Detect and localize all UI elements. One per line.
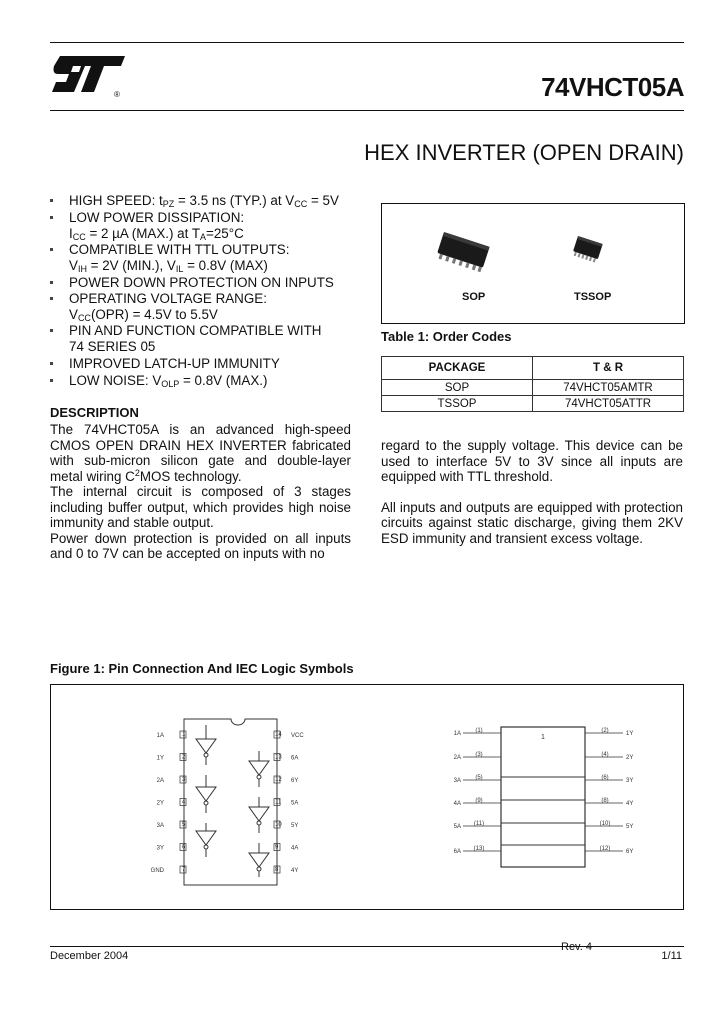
feature-line: $V_{CC}(OPR) = 4.5V$ to 5.5V: [69, 307, 218, 323]
feature-line: PIN AND FUNCTION COMPATIBLE WITH: [69, 323, 322, 338]
iec-output-number: (2): [601, 728, 609, 734]
pin-number-right: 10: [275, 822, 282, 828]
description-paragraph: Power down protection is provided on all inputs and 0 to 7V can be accepted on inputs with no: [50, 530, 351, 561]
description-paragraph: regard to the supply voltage. This device can be used to interface 5V to 3V since all inputs are equipped with TTL threshold.: [381, 438, 683, 484]
bullet-icon: [50, 248, 53, 251]
iec-output-number: (6): [601, 775, 609, 781]
bullet-icon: [50, 281, 53, 284]
pin-label-right: 6A: [291, 755, 299, 762]
order-table-caption: Table 1: Order Codes: [381, 329, 512, 344]
page-number: 1/11: [661, 950, 682, 962]
pin-number-right: 13: [275, 754, 282, 761]
pin-label-left: 1A: [156, 733, 164, 739]
pin-number-right: 9: [275, 844, 279, 851]
pin-number-right: 14: [275, 732, 282, 738]
bullet-icon: [50, 297, 53, 300]
figure-box: [50, 684, 684, 910]
feature-item: [50, 210, 360, 242]
header-rule: [50, 110, 684, 111]
pin-number-right: 8: [275, 867, 279, 873]
pin-number-left: 1: [182, 732, 186, 738]
feature-item: [50, 291, 360, 323]
feature-item: [50, 275, 360, 291]
iec-input-number: (3): [475, 752, 483, 758]
pin-label-left: 3A: [156, 823, 164, 829]
page-title: HEX INVERTER (OPEN DRAIN): [364, 140, 684, 165]
pin-label-left: 2A: [156, 778, 164, 784]
iec-input-label: 3A: [453, 778, 461, 784]
description-left-column: [50, 422, 351, 562]
table-header-row: [382, 357, 684, 380]
iec-output-label: 6Y: [626, 849, 634, 855]
iec-input-number: (11): [473, 821, 485, 827]
pin-label-left: 1Y: [156, 755, 164, 762]
pin-label-left: GND: [150, 868, 164, 874]
feature-line: HIGH SPEED: $t_{PZ} = 3.5$ ns (TYP.) at $V_{CC} = 5V$: [69, 193, 339, 209]
feature-item: [50, 356, 360, 372]
table-row: [382, 380, 684, 396]
table-cell: 74VHCT05ATTR: [533, 396, 684, 412]
order-codes-table: [381, 356, 684, 412]
iec-input-number: (9): [475, 798, 483, 804]
description-paragraph: The 74VHCT05A is an advanced high-speed CMOS OPEN DRAIN HEX INVERTER fabricated with sub-micron silicon gate and double-layer metal wiring $C^2MOS$ technology.: [50, 422, 351, 484]
table-header-cell: PACKAGE: [382, 357, 533, 380]
table-row: [382, 396, 684, 412]
iec-output-label: 3Y: [626, 778, 634, 784]
pin-label-left: 2Y: [156, 800, 164, 807]
pin-number-right: 11: [275, 799, 282, 806]
feature-line: POWER DOWN PROTECTION ON INPUTS: [69, 275, 334, 290]
iec-input-label: 2A: [453, 755, 461, 761]
sop-chip-icon: [436, 232, 490, 273]
pin-label-right: 6Y: [291, 778, 299, 784]
iec-input-number: (5): [475, 775, 483, 781]
footer-date: December 2004: [50, 950, 129, 962]
bullet-icon: [50, 199, 53, 202]
pin-number-left: 3: [182, 777, 186, 783]
pin-label-right: 5A: [291, 800, 299, 807]
iec-output-label: 4Y: [626, 801, 634, 807]
feature-item: [50, 242, 360, 274]
iec-output-label: 1Y: [626, 731, 634, 737]
description-right-column: [381, 438, 683, 546]
feature-item: [50, 323, 360, 355]
pin-number-left: 2: [182, 754, 186, 761]
table-cell: 74VHCT05AMTR: [533, 380, 684, 396]
bullet-icon: [50, 362, 53, 365]
feature-line: IMPROVED LATCH-UP IMMUNITY: [69, 356, 280, 371]
feature-line: OPERATING VOLTAGE RANGE:: [69, 291, 267, 306]
pin-label-right: 4A: [291, 845, 299, 852]
pin-number-left: 6: [182, 844, 186, 851]
iec-output-label: 5Y: [626, 824, 634, 830]
pin-connection-diagram: [51, 685, 681, 907]
feature-line: $I_{CC} = 2$ µA (MAX.) at $T_A=25^\circ C$: [69, 226, 244, 242]
pin-number-right: 12: [275, 777, 282, 783]
top-rule: [50, 42, 684, 43]
pin-number-left: 4: [182, 799, 186, 806]
trademark-symbol: ®: [114, 90, 120, 99]
iec-input-label: 5A: [453, 824, 461, 830]
bullet-icon: [50, 379, 53, 382]
package-image-box: [381, 203, 685, 324]
iec-input-label: 4A: [453, 801, 461, 807]
iec-output-number: (10): [599, 821, 611, 827]
iec-input-number: (1): [475, 728, 483, 734]
table-cell: SOP: [382, 380, 533, 396]
iec-input-number: (13): [473, 846, 485, 852]
feature-line: LOW POWER DISSIPATION:: [69, 210, 245, 225]
iec-output-number: (12): [599, 846, 611, 852]
bullet-icon: [50, 329, 53, 332]
package-chips-image: [382, 204, 682, 321]
figure-caption: Figure 1: Pin Connection And IEC Logic Symbols: [50, 661, 354, 676]
iec-output-label: 2Y: [626, 755, 634, 761]
pin-number-left: 5: [182, 822, 186, 828]
pin-label-right: 4Y: [291, 868, 299, 874]
pin-number-left: 7: [182, 867, 186, 873]
iec-input-label: 6A: [453, 849, 461, 855]
tssop-label: TSSOP: [574, 291, 612, 303]
part-number: 74VHCT05A: [541, 72, 684, 102]
feature-item: [50, 373, 360, 389]
iec-output-number: (8): [601, 798, 609, 804]
pin-label-right: VCC: [291, 733, 304, 739]
feature-line: 74 SERIES 05: [69, 339, 156, 354]
revision: Rev. 4: [561, 941, 592, 953]
description-paragraph: All inputs and outputs are equipped with protection circuits against static discharge, giving them 2KV ESD immunity and transient excess voltage.: [381, 499, 683, 546]
iec-input-label: 1A: [453, 731, 461, 737]
tssop-chip-icon: [572, 236, 603, 263]
sop-label: SOP: [462, 291, 486, 303]
bullet-icon: [50, 216, 53, 219]
iec-output-number: (4): [601, 752, 609, 758]
feature-line: LOW NOISE: $V_{OLP} = 0.8V$ (MAX.): [69, 373, 268, 389]
feature-item: [50, 193, 360, 209]
table-header-cell: T & R: [533, 357, 684, 380]
table-cell: TSSOP: [382, 396, 533, 412]
description-paragraph: The internal circuit is composed of 3 stages including buffer output, which provides high noise immunity and stable output.: [50, 484, 351, 530]
pin-label-right: 5Y: [291, 823, 299, 829]
description-heading: DESCRIPTION: [50, 405, 139, 420]
feature-line: COMPATIBLE WITH TTL OUTPUTS:: [69, 242, 290, 257]
pin-label-left: 3Y: [156, 845, 164, 852]
feature-line: $V_{IH} = 2V$ (MIN.), $V_{IL} = 0.8V$ (MAX): [69, 258, 268, 274]
iec-block-label: 1: [541, 734, 545, 741]
